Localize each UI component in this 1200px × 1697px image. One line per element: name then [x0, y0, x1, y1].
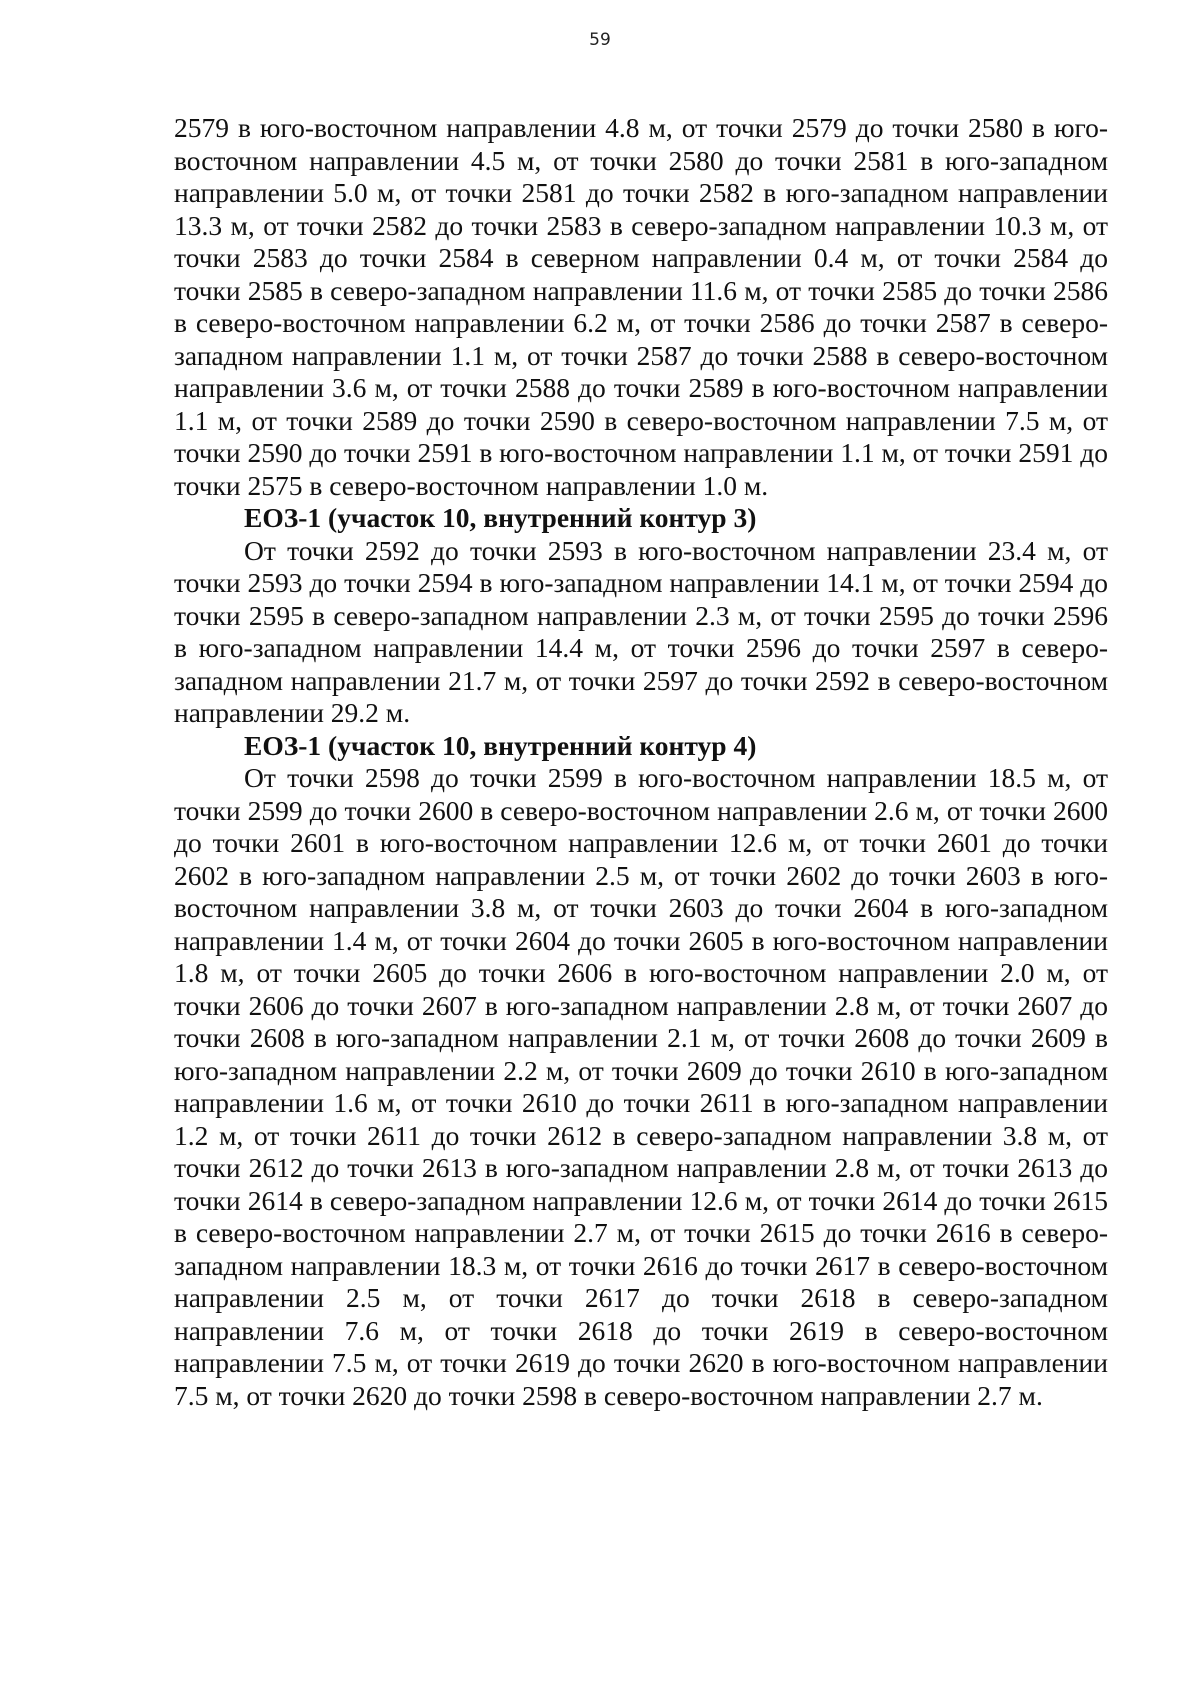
- section-heading-contour-3: ЕОЗ-1 (участок 10, внутренний контур 3): [244, 502, 757, 533]
- page-number: 59: [589, 30, 611, 50]
- document-body: [174, 112, 1108, 1412]
- section-text-contour-4: От точки 2598 до точки 2599 в юго-восточном направлении 18.5 м, от точки 2599 до точки 2600 в северо-восточном направлении 2.6 м, от точки 2600 до точки 2601 в юго-восточном направлении 12.6 м, от точки 2601 до точки 2602 в юго-западном направлении 2.5 м, от точки 2602 до точки 2603 в юго-восточном направлении 3.8 м, от точки 2603 до точки 2604 в юго-западном направлении 1.4 м, от точки 2604 до точки 2605 в юго-восточном направлении 1.8 м, от точки 2605 до точки 2606 в юго-восточном направлении 2.0 м, от точки 2606 до точки 2607 в юго-западном направлении 2.8 м, от точки 2607 до точки 2608 в юго-западном направлении 2.1 м, от точки 2608 до точки 2609 в юго-западном направлении 2.2 м, от точки 2609 до точки 2610 в юго-западном направлении 1.6 м, от точки 2610 до точки 2611 в юго-западном направлении 1.2 м, от точки 2611 до точки 2612 в северо-западном направлении 3.8 м, от точки 2612 до точки 2613 в юго-западном направлении 2.8 м, от точки 2613 до точки 2614 в северо-западном направлении 12.6 м, от точки 2614 до точки 2615 в северо-восточном направлении 2.7 м, от точки 2615 до точки 2616 в северо-западном направлении 18.3 м, от точки 2616 до точки 2617 в северо-восточном направлении 2.5 м, от точки 2617 до точки 2618 в северо-западном направлении 7.6 м, от точки 2618 до точки 2619 в северо-восточном направлении 7.5 м, от точки 2619 до точки 2620 в юго-восточном направлении 7.5 м, от точки 2620 до точки 2598 в северо-восточном направлении 2.7 м.: [174, 762, 1108, 1411]
- paragraph-continuation: 2579 в юго-восточном направлении 4.8 м, от точки 2579 до точки 2580 в юго-восточном направлении 4.5 м, от точки 2580 до точки 2581 в юго-западном направлении 5.0 м, от точки 2581 до точки 2582 в юго-западном направлении 13.3 м, от точки 2582 до точки 2583 в северо-западном направлении 10.3 м, от точки 2583 до точки 2584 в северном направлении 0.4 м, от точки 2584 до точки 2585 в северо-западном направлении 11.6 м, от точки 2585 до точки 2586 в северо-восточном направлении 6.2 м, от точки 2586 до точки 2587 в северо-западном направлении 1.1 м, от точки 2587 до точки 2588 в северо-восточном направлении 3.6 м, от точки 2588 до точки 2589 в юго-восточном направлении 1.1 м, от точки 2589 до точки 2590 в северо-восточном направлении 7.5 м, от точки 2590 до точки 2591 в юго-восточном направлении 1.1 м, от точки 2591 до точки 2575 в северо-восточном направлении 1.0 м.: [174, 112, 1108, 501]
- section-text-contour-3: От точки 2592 до точки 2593 в юго-восточном направлении 23.4 м, от точки 2593 до точки 2594 в юго-западном направлении 14.1 м, от точки 2594 до точки 2595 в северо-западном направлении 2.3 м, от точки 2595 до точки 2596 в юго-западном направлении 14.4 м, от точки 2596 до точки 2597 в северо-западном направлении 21.7 м, от точки 2597 до точки 2592 в северо-восточном направлении 29.2 м.: [174, 534, 1108, 728]
- section-heading-contour-4: ЕОЗ-1 (участок 10, внутренний контур 4): [244, 729, 757, 761]
